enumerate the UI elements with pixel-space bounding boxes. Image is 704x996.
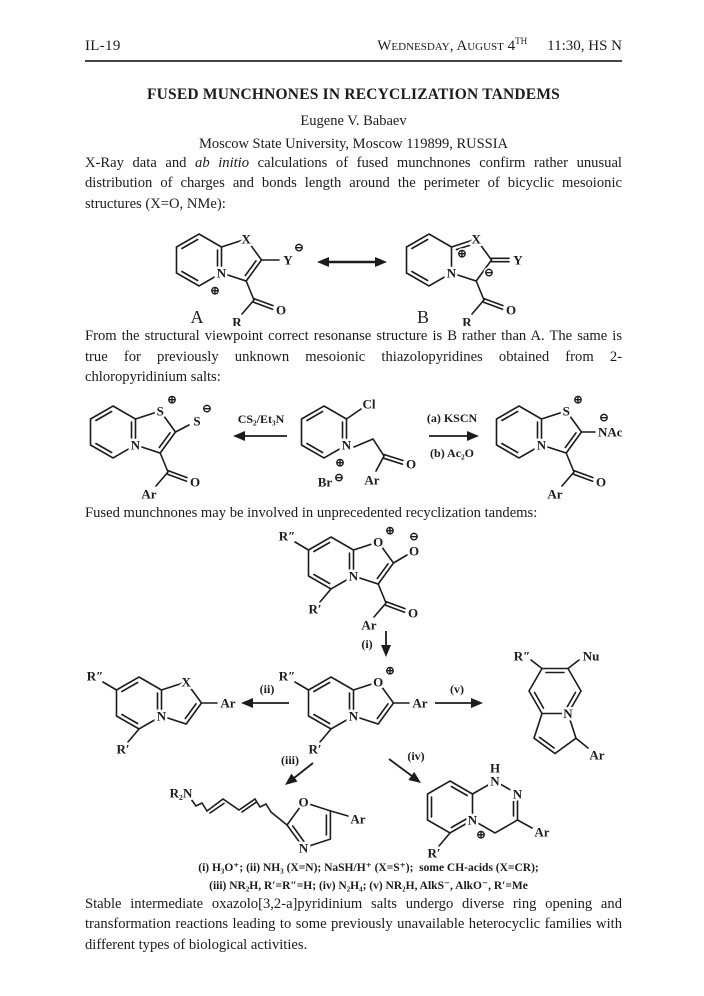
- structure-label-a: A: [190, 307, 203, 327]
- arrow-ii: [241, 682, 289, 708]
- scheme1-resonance-figure: [159, 216, 549, 326]
- plus-charge-icon: ⊕: [334, 454, 346, 470]
- chloropyridinium-salt: [302, 396, 417, 489]
- atom-y: Y: [512, 252, 523, 268]
- atom-n: N: [536, 437, 547, 453]
- bonds: [302, 406, 404, 471]
- plus-charge-icon: ⊕: [456, 245, 467, 261]
- reagent-ac2o: (b) Ac₂O: [430, 445, 474, 460]
- step-iv-label: (iv): [407, 748, 425, 763]
- scheme3-tandem-figure: [83, 523, 628, 861]
- aryl-label: Ar: [547, 486, 563, 502]
- oxazolopyridinium-core: [279, 662, 428, 756]
- r-double-prime-label: R″: [278, 528, 296, 544]
- atom-o-exo: O: [408, 543, 420, 559]
- bonds: [529, 660, 588, 754]
- aryl-label: Ar: [220, 695, 236, 711]
- arrow-i: [361, 631, 391, 657]
- atom-n: N: [563, 705, 573, 721]
- aryl-label: Ar: [589, 747, 605, 763]
- atom-n: N: [130, 437, 141, 453]
- affiliation: Moscow State University, Moscow 119899, RUSSIA: [198, 136, 509, 152]
- minus-charge-icon: ⊖: [408, 528, 420, 544]
- reagent-kscn: (a) KSCN: [426, 410, 478, 425]
- right-reaction-arrow: [427, 411, 479, 460]
- scheme2-thiazolo-figure: [81, 390, 626, 503]
- atom-o: O: [505, 302, 516, 318]
- atom-x: X: [181, 674, 191, 690]
- aryl-label: Ar: [364, 472, 380, 488]
- atom-o: O: [189, 474, 201, 490]
- atom-cl: Cl: [362, 396, 376, 412]
- structure-label-b: B: [416, 307, 429, 327]
- bonds: [176, 231, 279, 314]
- session-info: [377, 36, 622, 55]
- atom-x: X: [241, 231, 251, 247]
- r-prime-label: R′: [308, 741, 322, 757]
- arrow-v: [435, 682, 483, 708]
- session-date: Wednesday, August 4: [377, 38, 516, 54]
- atom-s-ring: S: [562, 403, 570, 419]
- atom-n: N: [348, 568, 359, 584]
- left-reaction-arrow: [233, 412, 287, 441]
- minus-charge-icon: ⊖: [201, 400, 213, 416]
- r-double-prime-label: R″: [278, 668, 296, 684]
- atom-o-ring: O: [373, 674, 384, 690]
- r-double-prime-label: R″: [513, 648, 531, 664]
- aryl-label: Ar: [361, 617, 377, 633]
- paragraph-1-italic: ab initio: [195, 155, 250, 171]
- page-header: [85, 36, 622, 62]
- atom-h: H: [489, 760, 501, 776]
- aryl-label: Ar: [141, 486, 157, 502]
- step-i-label: (i): [361, 636, 373, 651]
- paragraph-1: [85, 153, 622, 214]
- plus-charge-icon: ⊕: [384, 522, 396, 538]
- atom-o: O: [405, 456, 417, 472]
- minus-charge-icon: ⊖: [293, 239, 304, 255]
- aryl-label: Ar: [350, 811, 366, 827]
- atom-n: N: [348, 708, 359, 724]
- atom-o: O: [298, 794, 309, 810]
- azolopyridine-product: [87, 668, 236, 756]
- n-acyl-label: NAc: [598, 424, 623, 440]
- arrow-iii: [281, 753, 313, 789]
- atom-n: N: [216, 265, 226, 281]
- plus-charge-icon: ⊕: [209, 282, 220, 298]
- atom-n: N: [446, 265, 456, 281]
- atom-s-ring: S: [156, 403, 164, 419]
- pyridotriazinium-product: [427, 760, 549, 860]
- atom-r: R: [231, 314, 242, 327]
- conditions-line-2: (iii) NR₂H, R′=R″=H; (iv) N₂H₄; (v) NR₂H, AlkS⁻, AlkO⁻, R′=Me: [209, 879, 528, 892]
- atom-x: X: [471, 231, 481, 247]
- reagent-cs2-et3n: CS₂/Et₃N: [237, 411, 285, 426]
- aminodiene-oxazole-product: [170, 785, 366, 855]
- aryl-label: Ar: [412, 695, 428, 711]
- atom-n-right: N: [512, 786, 523, 802]
- minus-charge-icon: ⊖: [333, 469, 345, 485]
- r-prime-label: R′: [308, 601, 322, 617]
- nucleophile-label: Nu: [582, 648, 600, 664]
- indolizine-product: [514, 648, 605, 762]
- atom-n: N: [341, 437, 352, 453]
- conditions-line-1: (i) H₃O⁺; (ii) NH₃ (X=N); NaSH/H⁺ (X=S⁺); some CH-acids (X=CR);: [198, 861, 539, 874]
- atom-n: N: [156, 708, 167, 724]
- session-time-room: 11:30, HS N: [547, 38, 622, 54]
- atom-o: O: [275, 302, 286, 318]
- atom-n-top: N: [490, 773, 500, 789]
- step-v-label: (v): [450, 681, 464, 696]
- arrow-iv: [389, 749, 425, 787]
- author-name: Eugene V. Babaev: [300, 113, 407, 129]
- step-iii-label: (iii): [281, 752, 299, 767]
- paragraph-3: Fused munchnones may be involved in unprecedented recyclization tandems:: [85, 504, 538, 521]
- bromide-label: Br: [317, 474, 333, 490]
- structure-A: [176, 232, 304, 327]
- plus-charge-icon: ⊕: [475, 826, 487, 842]
- structure-B: [406, 232, 523, 327]
- atom-y: Y: [282, 252, 293, 268]
- amine-label: R₂N: [169, 785, 193, 801]
- munchnone-start: [279, 523, 420, 633]
- plus-charge-icon: ⊕: [572, 391, 584, 407]
- paragraph-2: From the structural viewpoint correct resonanse structure is B rather than A. The same is true for previously unknown mesoionic thiazolopyridines obtained from 2-chloropyridinium salts:: [85, 328, 622, 386]
- atom-o: O: [595, 474, 607, 490]
- plus-charge-icon: ⊕: [166, 391, 178, 407]
- session-date-ordinal: TH: [515, 36, 528, 46]
- bonds: [191, 799, 348, 848]
- n-acyl-product: [497, 391, 623, 501]
- thiolate-product: [91, 391, 213, 501]
- minus-charge-icon: ⊖: [483, 264, 494, 280]
- atom-n: N: [298, 840, 309, 856]
- atom-o: O: [407, 605, 419, 621]
- paper-title: FUSED MUNCHNONES IN RECYCLIZATION TANDEMS: [147, 86, 560, 103]
- r-prime-label: R′: [116, 741, 130, 757]
- resonance-arrow: [317, 257, 387, 267]
- r-double-prime-label: R″: [86, 668, 104, 684]
- plus-charge-icon: ⊕: [384, 662, 396, 678]
- paragraph-4: Stable intermediate oxazolo[3,2-a]pyridinium salts undergo diverse ring opening and transformation reactions leading to some previously unavailable heterocyclic families with different types of biological activities.: [85, 895, 622, 953]
- paragraph-1-b: calculations of fused munchnones confirm rather unusual distribution of charges and bonds length around the perimeter of bicyclic mesoionic structures (X=O, NMe):: [85, 155, 622, 212]
- minus-charge-icon: ⊖: [598, 409, 610, 425]
- atom-o-ring: O: [373, 534, 384, 550]
- aryl-label: Ar: [534, 824, 550, 840]
- paragraph-1-a: X-Ray data and: [85, 155, 196, 171]
- atom-n-plus: N: [467, 812, 478, 828]
- atom-s-exo: S: [193, 413, 201, 429]
- step-ii-label: (ii): [259, 681, 275, 696]
- r-prime-label: R′: [427, 845, 441, 861]
- atom-r: R: [461, 314, 472, 327]
- abstract-code: IL-19: [85, 38, 121, 54]
